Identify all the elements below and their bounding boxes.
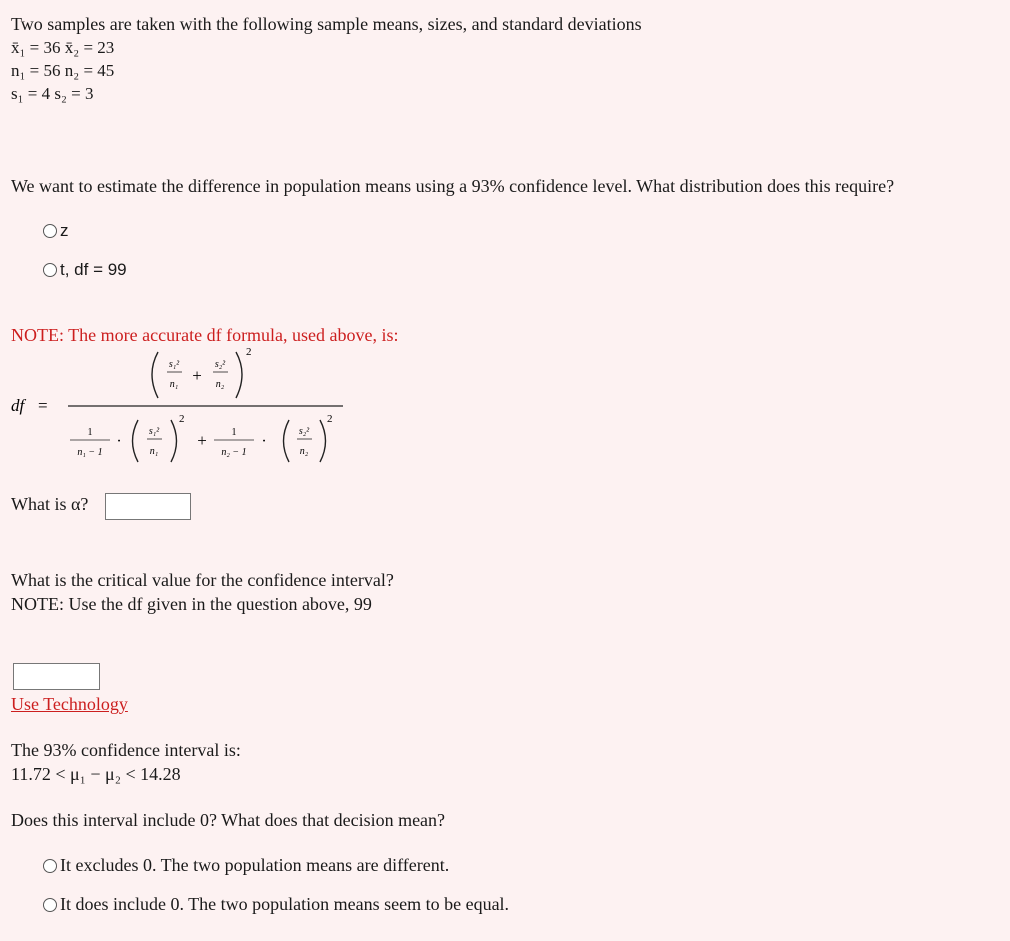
use-technology-link[interactable]: Use Technology	[11, 694, 128, 714]
den1-one: 1	[87, 427, 93, 438]
den2-n2m1: n₂ − 1	[221, 447, 247, 458]
alpha-label: What is α?	[11, 494, 89, 514]
critical-value-note: NOTE: Use the df given in the question above, 99	[11, 594, 372, 614]
den2-exponent: 2	[327, 413, 333, 425]
sample-sds: s₁ = 4 s₂ = 3	[11, 84, 94, 103]
den-plus: +	[197, 431, 207, 450]
den1-s1sq: s₁²	[148, 426, 160, 437]
alpha-input[interactable]	[105, 493, 191, 520]
num-n2: n₂	[215, 379, 225, 390]
sample-sizes: n₁ = 56 n₂ = 45	[11, 61, 115, 80]
ci-interval: 11.72 < μ₁ − μ₂ < 14.28	[11, 764, 181, 784]
den2-dot: ·	[261, 433, 267, 450]
radio-button[interactable]	[43, 859, 57, 873]
den2-one: 1	[231, 427, 237, 438]
den1-n1m1: n₁ − 1	[77, 447, 103, 458]
critical-value-question: What is the critical value for the confidence interval?	[11, 570, 394, 590]
option-excludes-zero-label: It excludes 0. The two population means are different.	[60, 855, 450, 875]
df-equals: =	[38, 396, 48, 415]
option-excludes-zero[interactable]	[43, 855, 449, 876]
sample-means: x̄₁ = 36 x̄₂ = 23	[11, 38, 115, 57]
radio-button[interactable]	[43, 263, 57, 277]
den2-n2: n₂	[299, 446, 309, 457]
den1-exponent: 2	[179, 413, 185, 425]
option-t[interactable]	[43, 260, 127, 280]
problem-intro: Two samples are taken with the following sample means, sizes, and standard deviations	[11, 14, 642, 34]
distribution-question: We want to estimate the difference in population means using a 93% confidence level. What distribution does this require?	[11, 176, 895, 196]
radio-button[interactable]	[43, 898, 57, 912]
option-z[interactable]	[43, 221, 69, 241]
include-zero-question: Does this interval include 0? What does that decision mean?	[11, 810, 446, 830]
df-lhs: df	[11, 396, 25, 415]
option-z-label: z	[60, 221, 69, 240]
den1-dot: ·	[116, 433, 122, 450]
df-formula	[8, 342, 348, 472]
option-includes-zero-label: It does include 0. The two population means seem to be equal.	[60, 894, 510, 914]
num-plus: +	[192, 366, 202, 385]
num-s2sq: s₂²	[214, 359, 226, 370]
num-s1sq: s₁²	[168, 359, 180, 370]
option-includes-zero[interactable]	[43, 894, 509, 915]
den2-s2sq: s₂²	[298, 426, 310, 437]
critical-value-input[interactable]	[13, 663, 100, 690]
den1-n1: n₁	[149, 446, 159, 457]
df-note: NOTE: The more accurate df formula, used above, is:	[11, 325, 399, 345]
ci-label: The 93% confidence interval is:	[11, 740, 241, 760]
num-exponent: 2	[246, 346, 252, 358]
option-t-label: t, df = 99	[60, 260, 127, 279]
radio-button[interactable]	[43, 224, 57, 238]
num-n1: n₁	[169, 379, 179, 390]
